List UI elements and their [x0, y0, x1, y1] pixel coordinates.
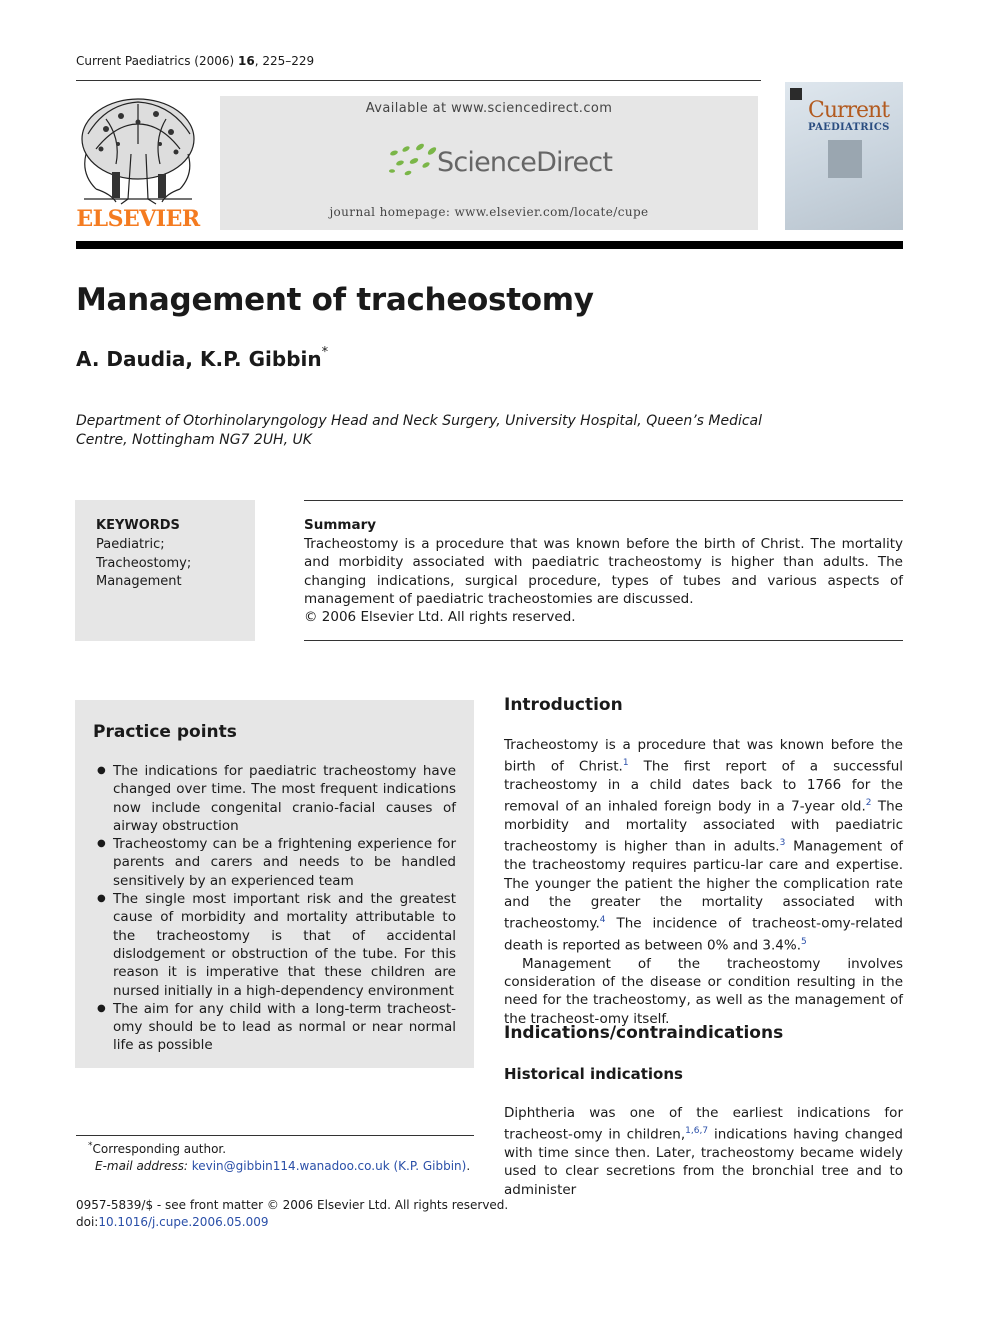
summary-bottom-rule: [304, 640, 903, 641]
email-link[interactable]: kevin@gibbin114.wanadoo.co.uk: [191, 1159, 390, 1173]
cover-publisher-mark: [790, 88, 802, 100]
introduction-body: [504, 736, 903, 1028]
historical-text: indications having changed with time since then. Later, tracheostomy became widely used to clear secretions from the bronchial tree and to administer: [504, 1126, 903, 1198]
summary-body: [304, 535, 903, 626]
intro-paragraph-2: Management of the tracheostomy involves consideration of the disease or condition resulting in the need for the tracheostomy, as well as the management of the tracheost-omy itself.: [504, 955, 903, 1027]
practice-point: ● The single most important risk and the greatest cause of morbidity and mortality attributable to the tracheostomy is that of accidental dislodgement or obstruction of the tube. For this reason it is imperative that these children are nursed initially in a high-dependency environment: [93, 890, 456, 1000]
historical-indications-body: [504, 1104, 903, 1199]
email-note: [95, 1159, 470, 1173]
historical-indications-heading: Historical indications: [504, 1065, 683, 1083]
intro-text: The morbidity and mortality associated with paediatric tracheostomy is higher than in adults.: [504, 798, 903, 855]
doi-label: doi:: [76, 1215, 99, 1229]
footnote-mark: *: [88, 1141, 93, 1151]
cover-title-current: Current: [808, 98, 890, 123]
journal-homepage-link[interactable]: journal homepage: www.elsevier.com/locate/cupe: [329, 205, 649, 219]
author-affiliation: Department of Otorhinolaryngology Head and Neck Surgery, University Hospital, Queen’s Medical Centre, Nottingham NG7 2UH, UK: [76, 413, 763, 448]
intro-text: Management of the tracheostomy requires particu-lar care and expertise. The younger the patient the higher the complication rate and the greater the mortality associated with tracheostomy.: [504, 838, 903, 932]
top-rule: [76, 80, 761, 81]
email-end: .: [466, 1159, 471, 1173]
author-names: A. Daudia, K.P. Gibbin: [76, 347, 322, 371]
doi-link[interactable]: 10.1016/j.cupe.2006.05.009: [98, 1215, 269, 1229]
journal-volume: 16: [237, 54, 255, 68]
indications-heading: Indications/contraindications: [504, 1023, 784, 1043]
practice-points-heading: Practice points: [93, 722, 237, 742]
journal-name: Current Paediatrics (2006): [76, 54, 238, 68]
corresponding-author-note: [88, 1141, 226, 1156]
header-divider: [76, 241, 903, 249]
citation-ref[interactable]: 2: [865, 798, 872, 809]
cover-photo: [828, 140, 862, 178]
journal-citation: [76, 54, 314, 68]
introduction-heading: Introduction: [504, 695, 623, 715]
email-owner-link[interactable]: (K.P. Gibbin): [393, 1159, 467, 1173]
footnote-text: Corresponding author.: [92, 1142, 227, 1156]
citation-ref[interactable]: 1,6,7: [685, 1126, 709, 1137]
practice-point: ● The aim for any child with a long-term tracheost-omy should be to lead as normal or near normal life as possible: [93, 1000, 456, 1055]
available-at-text[interactable]: Available at www.sciencedirect.com: [365, 101, 613, 116]
cover-title-paediatrics: PAEDIATRICS: [808, 122, 890, 133]
intro-text: The incidence of tracheost-omy-related death is reported as between 0% and 3.4%.: [504, 915, 903, 954]
intro-text: Tracheostomy is a procedure that was known before the birth of Christ.: [504, 737, 903, 775]
keywords-heading: KEYWORDS: [96, 518, 180, 533]
article-authors: [76, 347, 328, 371]
keyword-item: Tracheostomy;: [96, 555, 192, 571]
summary-text: Tracheostomy is a procedure that was known before the birth of Christ. The mortality and morbidity associated with paediatric tracheostomy is higher than adults. The changing indications, surgical procedure, types of tubes and various aspects of management of paediatric tracheostomies are discussed.: [304, 536, 903, 607]
elsevier-wordmark[interactable]: ELSEVIER: [76, 206, 200, 232]
intro-paragraph-1: [504, 736, 903, 955]
sciencedirect-wordmark[interactable]: ScienceDirect: [437, 147, 613, 178]
historical-paragraph: [504, 1104, 903, 1199]
summary-top-rule: [304, 500, 903, 501]
practice-point: ● Tracheostomy can be a frightening experience for parents and carers and needs to be handled sensitively by an experienced team: [93, 835, 456, 890]
email-label: E-mail address:: [95, 1159, 188, 1173]
historical-text: Diphtheria was one of the earliest indications for tracheost-omy in children,: [504, 1105, 903, 1143]
journal-pages: , 225–229: [254, 54, 315, 68]
issn-line: 0957-5839/$ - see front matter © 2006 Elsevier Ltd. All rights reserved.: [76, 1198, 509, 1212]
practice-points-list: [93, 762, 456, 1055]
keyword-item: Paediatric;: [96, 537, 165, 552]
summary-copyright: © 2006 Elsevier Ltd. All rights reserved.: [304, 609, 576, 626]
keyword-item: Management: [96, 574, 182, 589]
citation-ref[interactable]: 5: [801, 936, 807, 947]
corresponding-author-mark[interactable]: *: [321, 345, 329, 360]
keywords-list: [96, 536, 191, 592]
practice-point: ● The indications for paediatric tracheostomy have changed over time. The most frequent indications now include congenital cranio-facial causes of airway obstruction: [93, 762, 456, 835]
footnote-rule: [76, 1135, 474, 1136]
summary-heading: Summary: [304, 517, 377, 533]
intro-text: The first report of a successful tracheostomy in a child dates back to 1766 for the removal of an inhaled foreign body in a 7-year old.: [504, 758, 903, 815]
citation-ref[interactable]: 3: [779, 838, 786, 849]
citation-ref[interactable]: 1: [622, 758, 629, 769]
doi-line: [76, 1215, 269, 1229]
citation-ref[interactable]: 4: [599, 915, 606, 926]
article-title: Management of tracheostomy: [76, 282, 594, 318]
